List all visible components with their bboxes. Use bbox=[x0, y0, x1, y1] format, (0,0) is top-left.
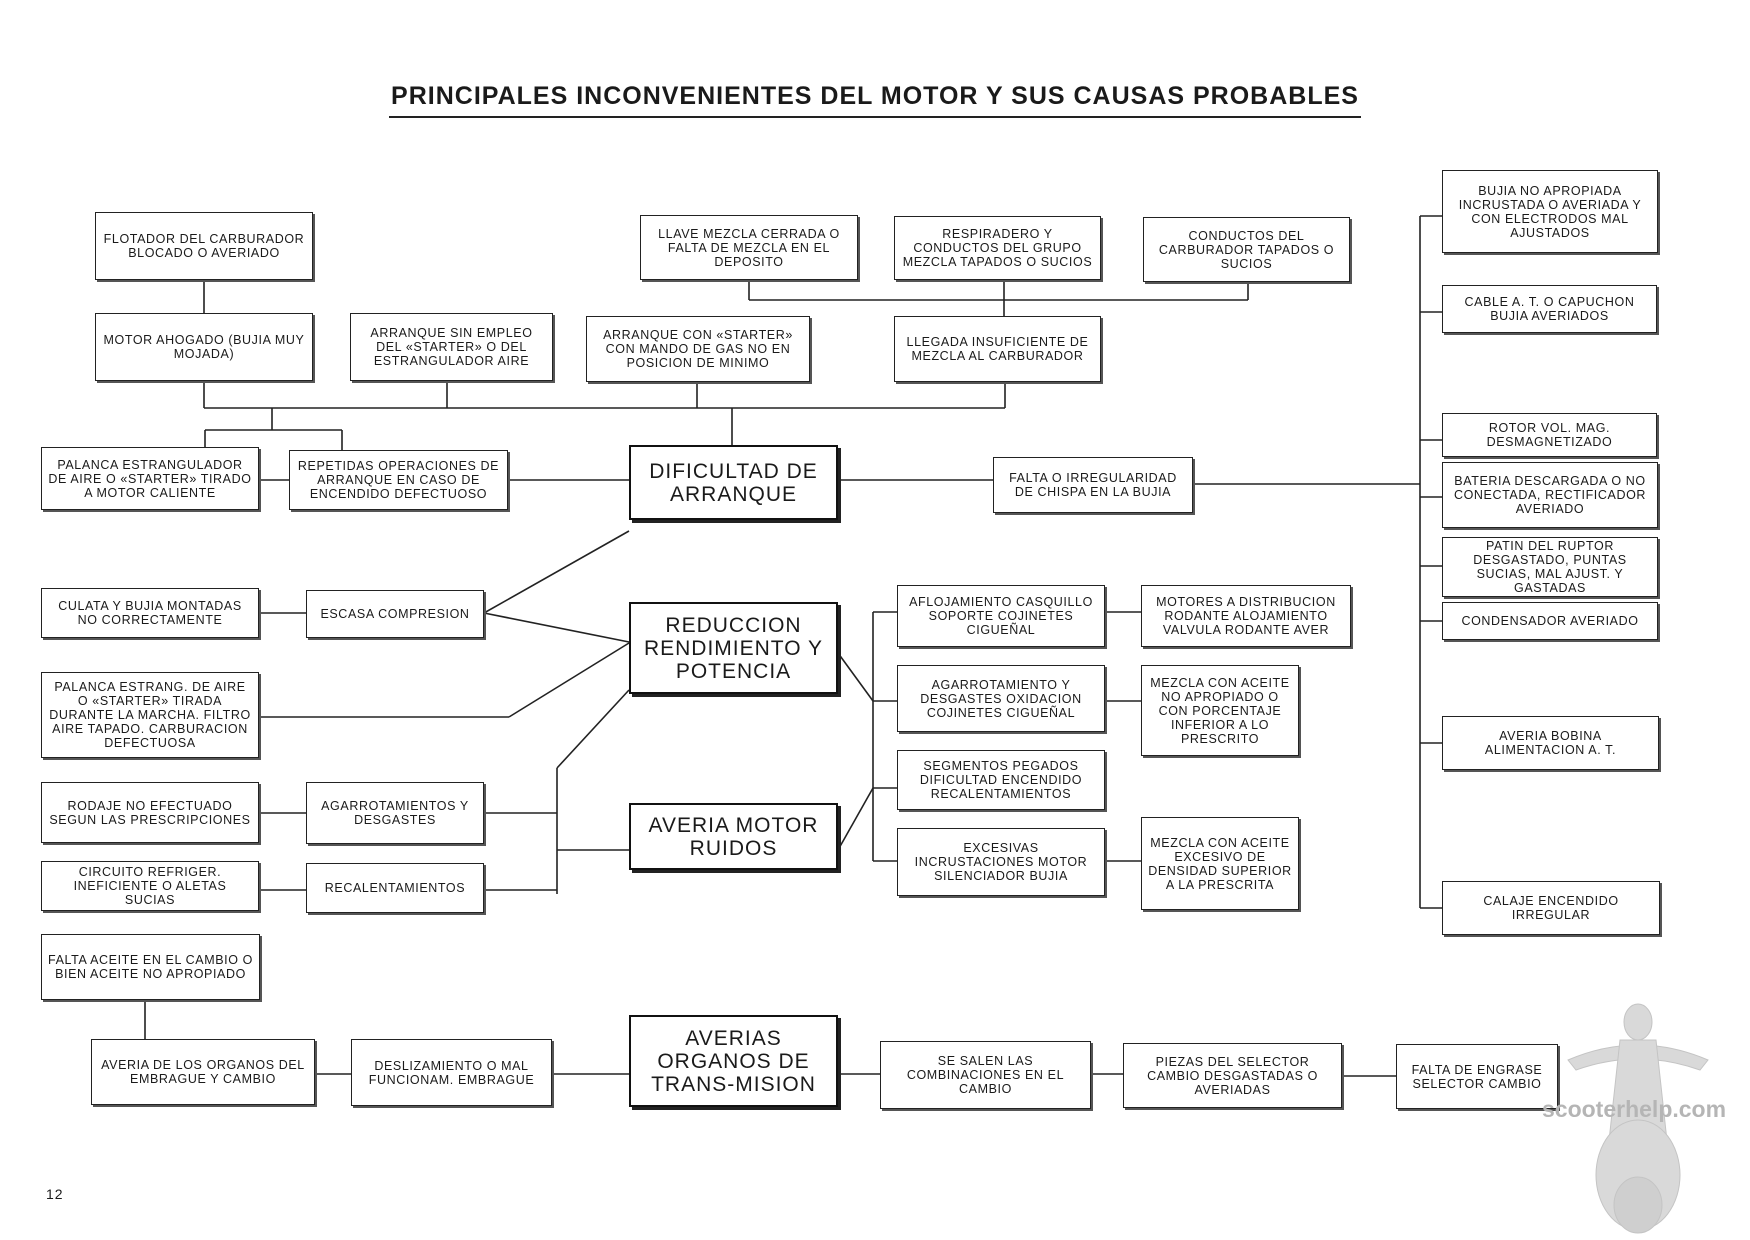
cause-palanca-estrang-tirada: PALANCA ESTRANG. DE AIRE O «STARTER» TIRADA DURANTE LA MARCHA. FILTRO AIRE TAPADO. CARBURACION DEFECTUOSA bbox=[41, 672, 259, 758]
cause-falta-chispa: FALTA O IRREGULARIDAD DE CHISPA EN LA BUJIA bbox=[993, 457, 1193, 513]
cause-conductos-carburador: CONDUCTOS DEL CARBURADOR TAPADOS O SUCIOS bbox=[1143, 217, 1350, 282]
cause-calaje: CALAJE ENCENDIDO IRREGULAR bbox=[1442, 881, 1660, 935]
cause-deslizamiento-embrague: DESLIZAMIENTO O MAL FUNCIONAM. EMBRAGUE bbox=[351, 1039, 552, 1106]
cause-culata-bujia: CULATA Y BUJIA MONTADAS NO CORRECTAMENTE bbox=[41, 588, 259, 638]
cause-arranque-sin-empleo: ARRANQUE SIN EMPLEO DEL «STARTER» O DEL ESTRANGULADOR AIRE bbox=[350, 313, 553, 381]
cause-repetidas-operaciones: REPETIDAS OPERACIONES DE ARRANQUE EN CASO DE ENCENDIDO DEFECTUOSO bbox=[289, 450, 508, 510]
cause-flotador: FLOTADOR DEL CARBURADOR BLOCADO O AVERIADO bbox=[95, 212, 313, 280]
cause-rodaje: RODAJE NO EFECTUADO SEGUN LAS PRESCRIPCIONES bbox=[41, 782, 259, 843]
cause-aflojamiento: AFLOJAMIENTO CASQUILLO SOPORTE COJINETES CIGUEÑAL bbox=[897, 585, 1105, 647]
cause-averia-organos-embrague: AVERIA DE LOS ORGANOS DEL EMBRAGUE Y CAMBIO bbox=[91, 1039, 315, 1105]
cause-patin-ruptor: PATIN DEL RUPTOR DESGASTADO, PUNTAS SUCIAS, MAL AJUST. Y GASTADAS bbox=[1442, 537, 1658, 597]
cause-respiradero: RESPIRADERO Y CONDUCTOS DEL GRUPO MEZCLA TAPADOS O SUCIOS bbox=[894, 216, 1101, 280]
cause-cable-at: CABLE A. T. O CAPUCHON BUJIA AVERIADOS bbox=[1442, 285, 1657, 333]
cause-falta-aceite-cambio: FALTA ACEITE EN EL CAMBIO O BIEN ACEITE NO APROPIADO bbox=[41, 934, 260, 1000]
cause-bateria: BATERIA DESCARGADA O NO CONECTADA, RECTIFICADOR AVERIADO bbox=[1442, 462, 1658, 528]
cause-mezcla-aceite-no-apropiado: MEZCLA CON ACEITE NO APROPIADO O CON PORCENTAJE INFERIOR A LO PRESCRITO bbox=[1141, 665, 1299, 756]
cause-arranque-con-starter: ARRANQUE CON «STARTER» CON MANDO DE GAS NO EN POSICION DE MINIMO bbox=[586, 316, 810, 382]
cause-agarrotamiento-cojinetes: AGARROTAMIENTO Y DESGASTES OXIDACION COJINETES CIGUEÑAL bbox=[897, 665, 1105, 732]
page-number: 12 bbox=[46, 1186, 64, 1202]
watermark-text: scooterhelp.com bbox=[1542, 1096, 1727, 1122]
page-title: PRINCIPALES INCONVENIENTES DEL MOTOR Y SUS CAUSAS PROBABLES bbox=[0, 82, 1750, 118]
cause-mezcla-aceite-excesivo: MEZCLA CON ACEITE EXCESIVO DE DENSIDAD SUPERIOR A LA PRESCRITA bbox=[1141, 817, 1299, 910]
cause-palanca-estrangulador: PALANCA ESTRANGULADOR DE AIRE O «STARTER» TIRADO A MOTOR CALIENTE bbox=[41, 447, 259, 510]
cause-condensador: CONDENSADOR AVERIADO bbox=[1442, 602, 1658, 640]
problem-dificultad-arranque: DIFICULTAD DE ARRANQUE bbox=[629, 445, 838, 520]
cause-piezas-selector: PIEZAS DEL SELECTOR CAMBIO DESGASTADAS O AVERIADAS bbox=[1123, 1043, 1342, 1108]
cause-recalentamientos: RECALENTAMIENTOS bbox=[306, 863, 484, 913]
cause-llegada-insuficiente: LLEGADA INSUFICIENTE DE MEZCLA AL CARBURADOR bbox=[894, 316, 1101, 382]
cause-llave-mezcla: LLAVE MEZCLA CERRADA O FALTA DE MEZCLA EN EL DEPOSITO bbox=[640, 215, 858, 280]
problem-averias-transmision: AVERIAS ORGANOS DE TRANS-MISION bbox=[629, 1015, 838, 1107]
cause-falta-engrase: FALTA DE ENGRASE SELECTOR CAMBIO bbox=[1396, 1044, 1558, 1109]
cause-escasa-compresion: ESCASA COMPRESION bbox=[306, 590, 484, 638]
problem-averia-motor: AVERIA MOTOR RUIDOS bbox=[629, 803, 838, 870]
cause-segmentos-pegados: SEGMENTOS PEGADOS DIFICULTAD ENCENDIDO RECALENTAMIENTOS bbox=[897, 750, 1105, 810]
cause-motor-ahogado: MOTOR AHOGADO (BUJIA MUY MOJADA) bbox=[95, 313, 313, 381]
cause-bujia-no-apropiada: BUJIA NO APROPIADA INCRUSTADA O AVERIADA Y CON ELECTRODOS MAL AJUSTADOS bbox=[1442, 170, 1658, 253]
cause-motores-distribucion: MOTORES A DISTRIBUCION RODANTE ALOJAMIENTO VALVULA RODANTE AVER bbox=[1141, 585, 1351, 647]
cause-excesivas-incrustaciones: EXCESIVAS INCRUSTACIONES MOTOR SILENCIADOR BUJIA bbox=[897, 828, 1105, 896]
cause-circuito-refriger: CIRCUITO REFRIGER. INEFICIENTE O ALETAS SUCIAS bbox=[41, 861, 259, 911]
cause-rotor: ROTOR VOL. MAG. DESMAGNETIZADO bbox=[1442, 413, 1657, 457]
cause-bobina: AVERIA BOBINA ALIMENTACION A. T. bbox=[1442, 716, 1659, 770]
problem-reduccion-rendimiento: REDUCCION RENDIMIENTO Y POTENCIA bbox=[629, 602, 838, 694]
cause-agarrotamientos-desgastes: AGARROTAMIENTOS Y DESGASTES bbox=[306, 782, 484, 844]
cause-se-salen: SE SALEN LAS COMBINACIONES EN EL CAMBIO bbox=[880, 1041, 1091, 1109]
